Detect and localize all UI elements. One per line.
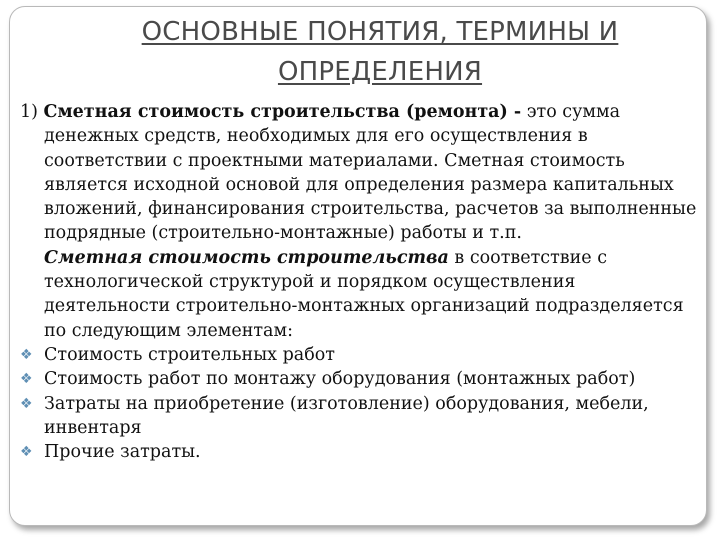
list-item: [20, 343, 702, 367]
list-item-text: Стоимость строительных работ: [44, 344, 335, 365]
definition-term: Сметная стоимость строительства (ремонта) -: [43, 102, 522, 122]
elements-text: в соответствие с технологической структурой и порядком осуществления деятельности строительно-монтажных организаций подразделяется по следующим элементам:: [44, 247, 684, 341]
list-item: [20, 392, 702, 441]
elements-term: Сметная стоимость строительства: [44, 247, 449, 268]
slide-title: [100, 12, 660, 92]
slide-content: [20, 100, 702, 464]
diamond-bullet-icon: ❖: [20, 444, 33, 461]
title-line-2: ОПРЕДЕЛЕНИЯ: [277, 57, 483, 87]
diamond-bullet-icon: ❖: [20, 371, 33, 388]
list-item-text: Стоимость работ по монтажу оборудования (монтажных работ): [44, 369, 636, 390]
title-line-1: ОСНОВНЫЕ ПОНЯТИЯ, ТЕРМИНЫ И: [141, 17, 619, 47]
list-item-text: Прочие затраты.: [44, 442, 201, 463]
list-item: [20, 440, 702, 464]
definition-text: это сумма денежных средств, необходимых для его осуществления в соответствии с проектными материалами. Сметная стоимость является исходной основой для определения размера капитальных вложений, финансирования строительства, расчетов за выполненные подрядные (строительно-монтажные) работы и т.п.: [44, 102, 697, 244]
definition-paragraph: [20, 100, 702, 246]
definition-number: 1): [20, 102, 38, 122]
diamond-bullet-icon: ❖: [20, 346, 33, 363]
list-item: [20, 367, 702, 391]
list-item-text: Затраты на приобретение (изготовление) оборудования, мебели, инвентаря: [44, 393, 649, 438]
elements-paragraph: [20, 246, 702, 343]
diamond-bullet-icon: ❖: [20, 395, 33, 412]
